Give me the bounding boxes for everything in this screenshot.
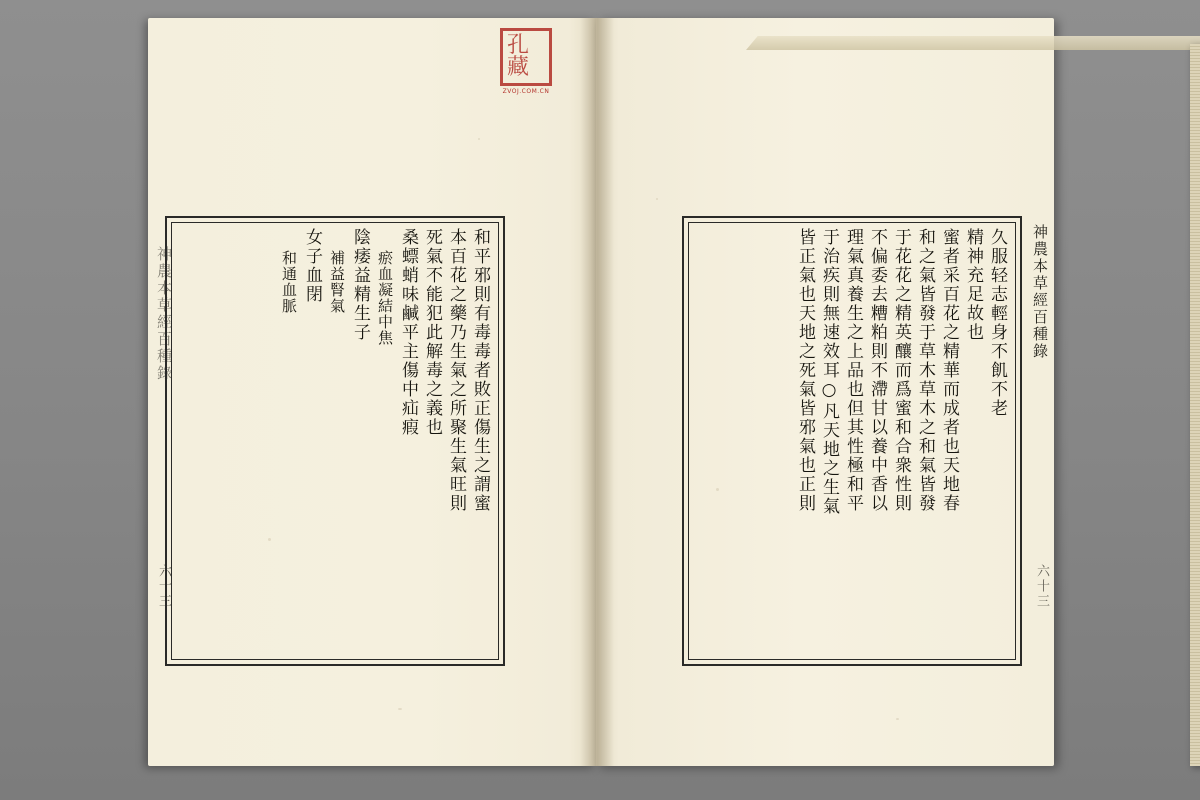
text-column: 本百花之藥乃生氣之所聚生氣旺則 xyxy=(446,228,466,513)
text-column: 于治疾則無速效耳○凡天地之生氣 xyxy=(819,228,839,516)
text-column: 和平邪則有毒毒者敗正傷生之謂蜜 xyxy=(470,228,490,513)
text-column: 不偏委去糟粕則不滯甘以養中香以 xyxy=(867,228,887,513)
text-column: 桑螵蛸味鹹平主傷中疝瘕 xyxy=(398,228,418,437)
text-column: 精神充足故也 xyxy=(963,228,983,342)
book-fore-edge xyxy=(1190,44,1200,766)
paper-speckle xyxy=(656,198,658,200)
paper-speckle xyxy=(478,138,480,140)
left-page-margin-title: 神農本草經百種錄 xyxy=(155,246,173,382)
left-text-columns xyxy=(179,228,491,654)
text-column: 陰痿益精生子 xyxy=(350,228,370,342)
right-text-columns xyxy=(696,228,1008,654)
text-column-annotation: 和通血脈 xyxy=(280,250,298,314)
right-page-folio: 六十三 xyxy=(1034,564,1049,609)
text-column: 久服轻志輕身不飢不老 xyxy=(987,228,1007,418)
paper-speckle xyxy=(398,708,402,710)
page-top-edge xyxy=(746,36,1200,50)
seal-glyphs: 孔藏 xyxy=(507,33,528,80)
text-column: 和之氣皆發于草木草木之和氣皆發 xyxy=(915,228,935,513)
text-column: 女子血閉 xyxy=(302,228,322,304)
left-text-block-frame xyxy=(165,216,505,666)
text-column: 于花花之精英釀而爲蜜和合衆性則 xyxy=(891,228,911,513)
collection-seal-stamp xyxy=(500,28,552,86)
open-book xyxy=(148,18,1054,766)
left-page-folio: 六十三 xyxy=(156,564,171,609)
text-column-annotation: 瘀血凝結中焦 xyxy=(376,250,394,346)
right-text-block-frame xyxy=(682,216,1022,666)
right-page xyxy=(596,18,1054,766)
seal-caption: ZVOJ.COM.CN xyxy=(502,88,550,95)
right-page-margin-title: 神農本草經百種錄 xyxy=(1031,224,1049,360)
text-column: 死氣不能犯此解毒之義也 xyxy=(422,228,442,437)
text-column-annotation: 補益腎氣 xyxy=(328,250,346,314)
text-column: 理氣真養生之上品也但其性極和平 xyxy=(843,228,863,513)
text-column: 皆正氣也天地之死氣皆邪氣也正則 xyxy=(795,228,815,513)
paper-speckle xyxy=(896,718,899,720)
text-column: 蜜者采百花之精華而成者也天地春 xyxy=(939,228,959,513)
left-page xyxy=(148,18,596,766)
